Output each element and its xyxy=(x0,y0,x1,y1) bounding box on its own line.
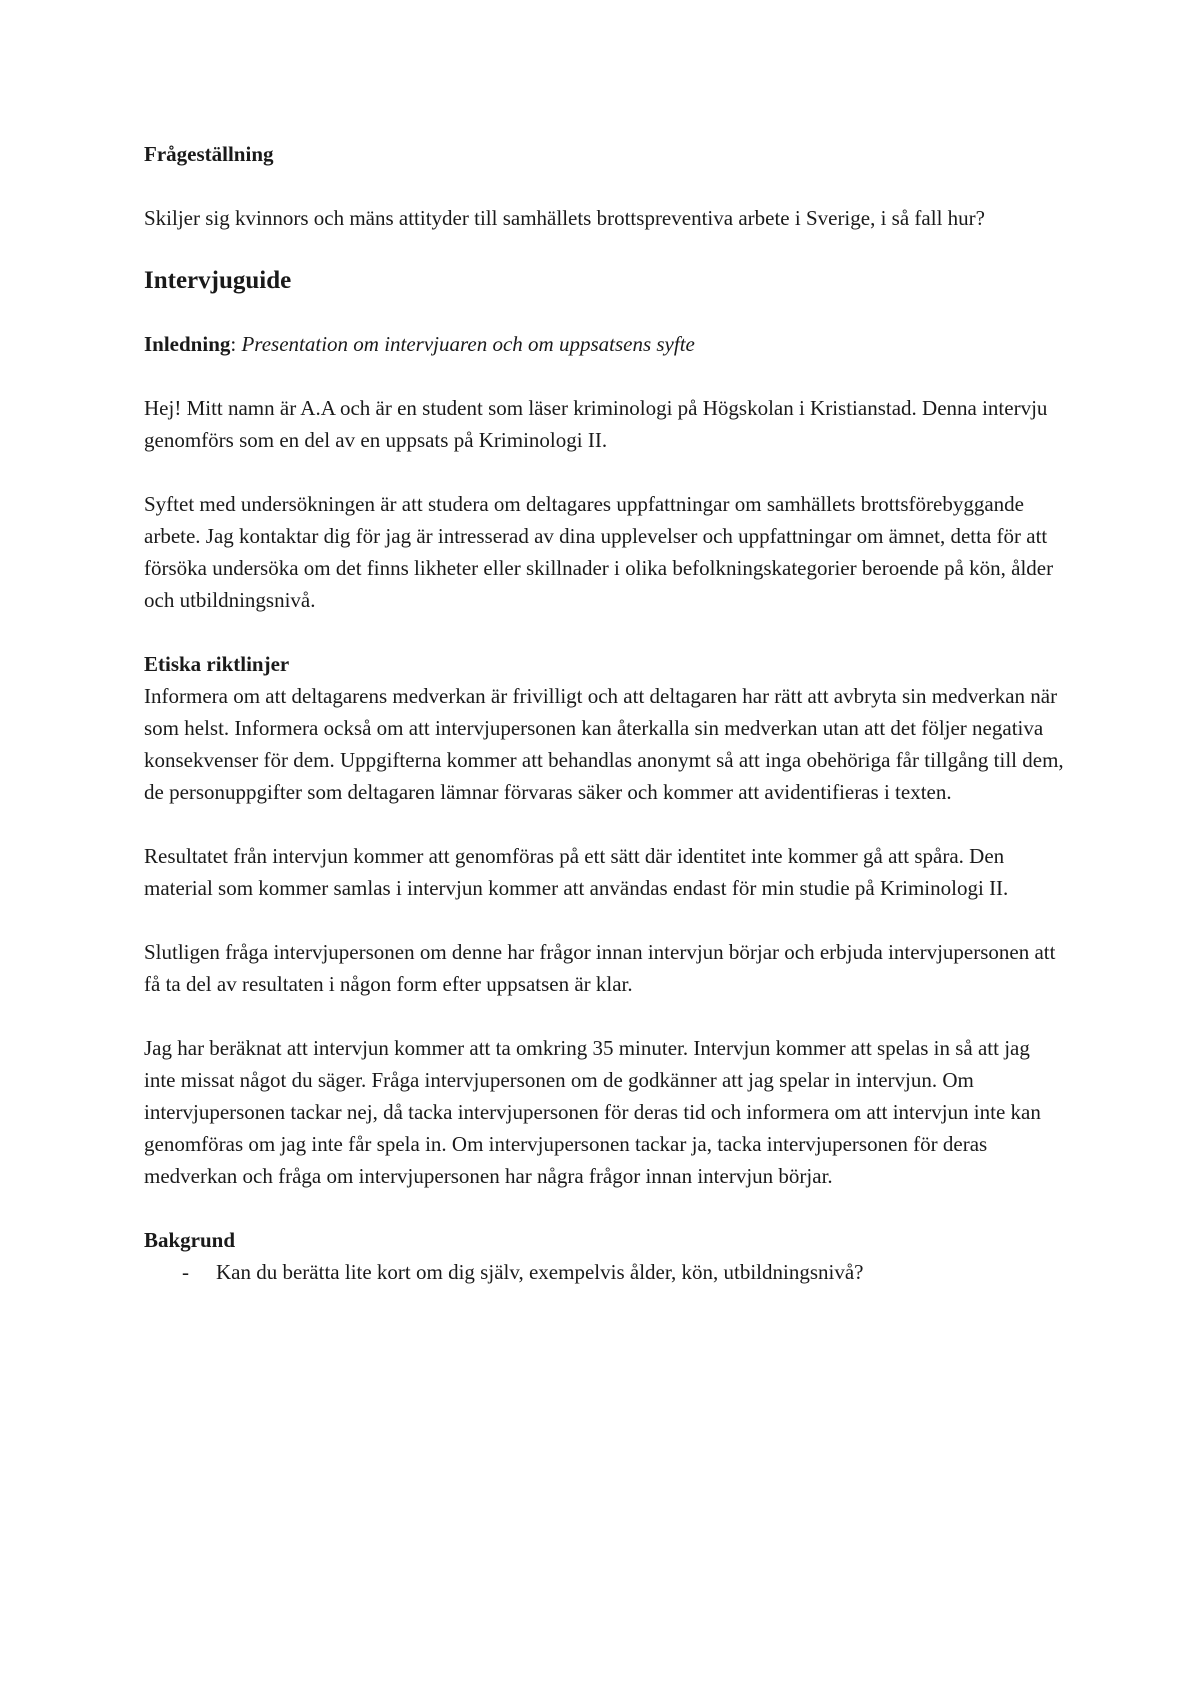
intro-label: Inledning xyxy=(144,332,231,356)
intro-paragraph-greeting: Hej! Mitt namn är A.A och är en student som läser kriminologi på Högskolan i Kristianstad. Denna intervju genomförs som en del av en uppsats på Kriminologi II. xyxy=(144,396,1048,452)
research-question-text: Skiljer sig kvinnors och mäns attityder till samhällets brottspreventiva arbete i Sverige, i så fall hur? xyxy=(144,206,985,230)
intro-separator: : xyxy=(230,332,242,356)
ethics-paragraph-consent: Informera om att deltagarens medverkan är frivilligt och att deltagaren har rätt att avbryta sin medverkan när som helst. Informera också om att intervjupersonen kan återkalla sin medverkan utan att det följer negativa konsekvenser för dem. Uppgifterna kommer att behandlas anonymt så att inga obehöriga får tillgång till dem, de personuppgifter som deltagaren lämnar förvaras säker och kommer att avidentifieras i texten. xyxy=(144,684,1064,804)
intro-line xyxy=(144,328,1064,360)
heading-background: Bakgrund xyxy=(144,1228,236,1252)
ethics-paragraph-questions: Slutligen fråga intervjupersonen om denne har frågor innan intervjun börjar och erbjuda intervjupersonen att få ta del av resultaten i någon form efter uppsatsen är klar. xyxy=(144,940,1056,996)
dash-bullet-marker: - xyxy=(182,1260,189,1284)
heading-interview-guide: Intervjuguide xyxy=(144,267,292,294)
heading-ethics: Etiska riktlinjer xyxy=(144,652,290,676)
background-question-text: Kan du berätta lite kort om dig själv, exempelvis ålder, kön, utbildningsnivå? xyxy=(216,1260,864,1284)
background-question-list xyxy=(144,1256,1064,1288)
intro-paragraph-purpose: Syftet med undersökningen är att studera om deltagares uppfattningar om samhällets brottsförebyggande arbete. Jag kontaktar dig för jag är intresserad av dina upplevelser och uppfattningar om ämnet, detta för att försöka undersöka om det finns likheter eller skillnader i olika befolkningskategorier beroende på kön, ålder och utbildningsnivå. xyxy=(144,492,1054,612)
ethics-paragraph-recording: Jag har beräknat att intervjun kommer att ta omkring 35 minuter. Intervjun kommer att spelas in så att jag inte missat något du säger. Fråga intervjupersonen om de godkänner att jag spelar in intervjun. Om intervjupersonen tackar nej, då tacka intervjupersonen för deras tid och informera om att intervjun inte kan genomföras om jag inte får spela in. Om intervjupersonen tackar ja, tacka intervjupersonen för deras medverkan och fråga om intervjupersonen har några frågor innan intervjun börjar. xyxy=(144,1036,1041,1188)
ethics-paragraph-results: Resultatet från intervjun kommer att genomföras på ett sätt där identitet inte kommer gå att spåra. Den material som kommer samlas i intervjun kommer att användas endast för min studie på Kriminologi II. xyxy=(144,844,1009,900)
document-page xyxy=(144,138,1064,1288)
heading-research-question: Frågeställning xyxy=(144,142,274,166)
list-item xyxy=(144,1256,1064,1288)
intro-description: Presentation om intervjuaren och om uppsatsens syfte xyxy=(241,332,695,356)
